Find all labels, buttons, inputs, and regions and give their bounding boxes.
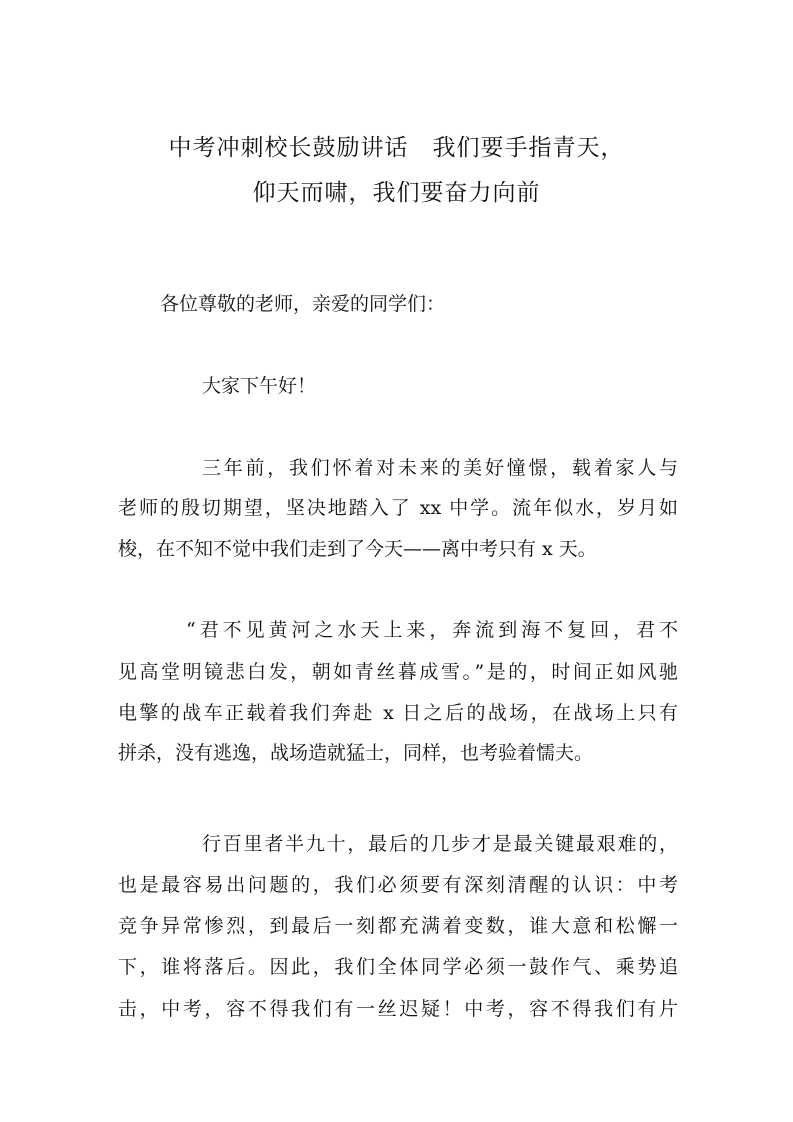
document-title-line-1: 中考冲刺校长鼓励讲话 我们要手指青天，: [168, 135, 625, 161]
paragraph-3-line: 击，中考，容不得我们有一丝迟疑！中考，容不得我们有片: [118, 998, 678, 1020]
salutation: 各位尊敬的老师，亲爱的同学们：: [160, 293, 446, 315]
paragraph-3-line: 也是最容易出问题的，我们必须要有深刻清醒的认识：中考: [118, 874, 678, 896]
paragraph-1-line: 梭，在不知不觉中我们走到了今天——离中考只有 x 天。: [118, 538, 597, 560]
paragraph-3-line: 行百里者半九十，最后的几步才是最关键最艰难的，: [202, 833, 678, 855]
paragraph-2-line: 拼杀，没有逃逸，战场造就猛士，同样，也考验着懦夫。: [118, 742, 594, 764]
document-title-line-2: 仰天而啸，我们要奋力向前: [252, 180, 541, 206]
paragraph-1-line: 老师的殷切期望，坚决地踏入了 xx 中学。流年似水，岁月如: [118, 497, 678, 519]
paragraph-2-line: “君不见黄河之水天上来，奔流到海不复回，君不: [186, 619, 678, 641]
paragraph-3-line: 竞争异常惨烈，到最后一刻都充满着变数，谁大意和松懈一: [118, 915, 678, 937]
greeting: 大家下午好！: [202, 375, 317, 397]
paragraph-1-line: 三年前，我们怀着对未来的美好憧憬，载着家人与: [202, 457, 678, 479]
paragraph-2-line: 见高堂明镜悲白发，朝如青丝暮成雪。”是的，时间正如风驰: [118, 661, 678, 683]
paragraph-3-line: 下，谁将落后。因此，我们全体同学必须一鼓作气、乘势追: [118, 956, 678, 978]
paragraph-2-line: 电擎的战车正载着我们奔赴 x 日之后的战场，在战场上只有: [118, 702, 678, 724]
